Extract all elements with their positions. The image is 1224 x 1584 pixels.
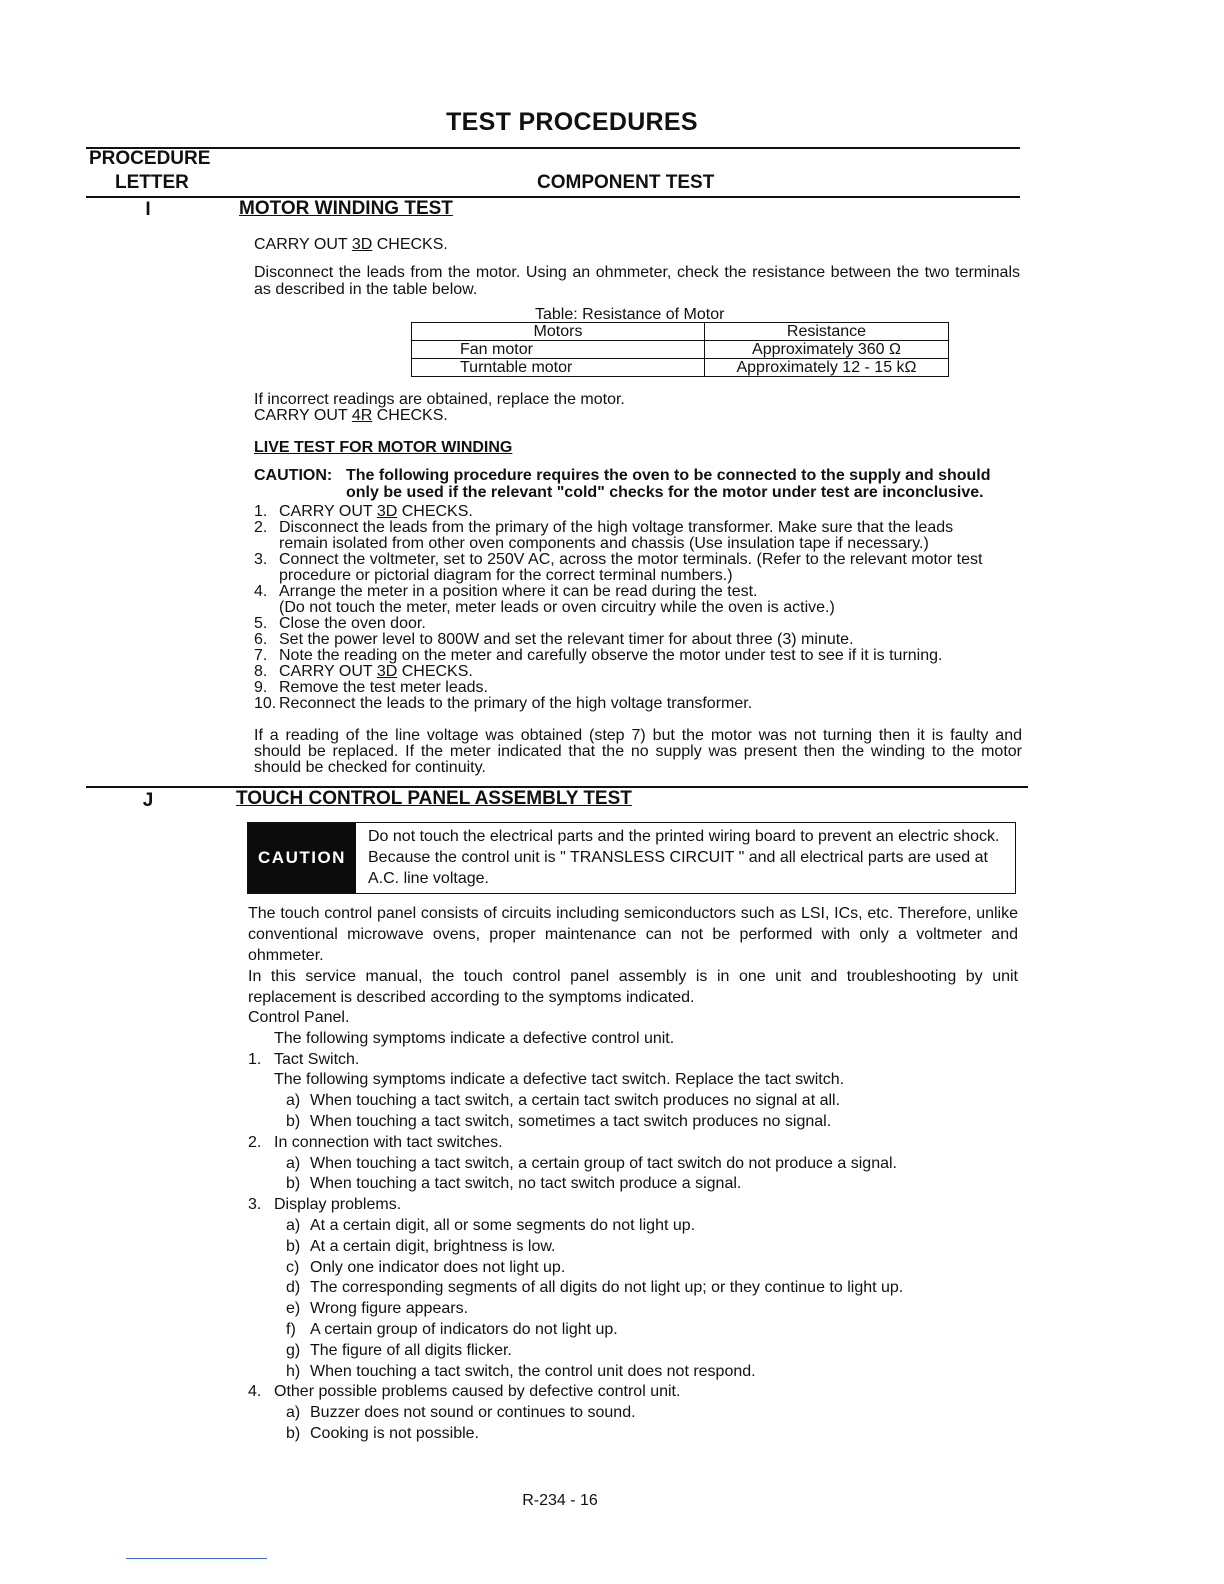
check-code: 3D — [376, 663, 398, 680]
section-letter-i: I — [145, 199, 151, 220]
table-header-cell: Resistance — [705, 323, 949, 341]
list-item: a) When touching a tact switch, a certain group of tact switch do not produce a signal. — [286, 1154, 897, 1172]
section-letter-j: J — [142, 790, 154, 811]
control-panel-label: Control Panel. — [248, 1009, 350, 1026]
caution-box — [247, 822, 1016, 894]
live-test-steps — [254, 504, 1024, 712]
list-item: 10. Reconnect the leads to the primary of the high voltage transformer. — [254, 695, 753, 712]
caution-badge: CAUTION — [248, 823, 356, 893]
table-header-cell: Motors — [412, 323, 705, 341]
header-letter: LETTER — [115, 172, 189, 193]
list-item: 2. In connection with tact switches. — [248, 1133, 503, 1151]
check-code: 3D — [376, 503, 398, 520]
list-item: g) The figure of all digits flicker. — [286, 1341, 512, 1359]
list-item: 3. Display problems. — [248, 1196, 402, 1214]
list-item-note: The following symptoms indicate a defective tact switch. Replace the tact switch. — [274, 1071, 845, 1089]
header-rule — [86, 196, 1020, 198]
control-panel-note: The following symptoms indicate a defective control unit. — [274, 1029, 675, 1047]
table-cell: Fan motor — [412, 341, 705, 359]
caution-text: Do not touch the electrical parts and the printed wiring board to prevent an electric shock. Because the control unit is " TRANSLESS CIRCUIT " and all electrical parts are used at A.C. line voltage. — [368, 828, 1000, 887]
page-edge-mark — [126, 1558, 267, 1559]
list-item: b) At a certain digit, brightness is low. — [286, 1237, 556, 1255]
list-item: e) Wrong figure appears. — [286, 1300, 469, 1318]
list-item: 2. Disconnect the leads from the primary of the high voltage transformer. Make sure that the leads remain isolated from other oven components and chassis (Use insulation tape if necessary.) — [254, 519, 954, 552]
touch-panel-paragraph-2: In this service manual, the touch control panel assembly is in one unit and troubleshooting by unit replacement is described according to the symptoms indicated. — [248, 968, 1018, 1006]
list-item: h) When touching a tact switch, the control unit does not respond. — [286, 1362, 756, 1380]
header-component-test: COMPONENT TEST — [537, 172, 715, 193]
list-item: 3. Connect the voltmeter, set to 250V AC, across the motor terminals. (Refer to the relevant motor test procedure or pictorial diagram for the correct terminal numbers.) — [254, 551, 983, 584]
table-cell: Turntable motor — [412, 359, 705, 377]
list-item: d) The corresponding segments of all digits do not light up; or they continue to light up. — [286, 1279, 904, 1297]
table-cell: Approximately 360 Ω — [705, 341, 949, 359]
section-title-touch-control: TOUCH CONTROL PANEL ASSEMBLY TEST — [236, 788, 632, 809]
list-item: 5. Close the oven door. — [254, 615, 426, 632]
table-row — [412, 359, 949, 377]
list-item: 4. Other possible problems caused by defective control unit. — [248, 1383, 681, 1401]
list-item: a) Buzzer does not sound or continues to sound. — [286, 1404, 636, 1422]
motor-intro-paragraph: Disconnect the leads from the motor. Using an ohmmeter, check the resistance between the two terminals as described in the table below. — [254, 264, 1020, 298]
list-item: b) When touching a tact switch, no tact switch produce a signal. — [286, 1175, 742, 1193]
caution-line: only be used if the relevant "cold" checks for the motor under test are inconclusive. — [346, 484, 984, 501]
carry-out-4r: CARRY OUT 4R CHECKS. — [254, 407, 448, 424]
touch-panel-paragraph-1: The touch control panel consists of circuits including semiconductors such as LSI, ICs, etc. Therefore, unlike conventional microwave ovens, proper maintenance can not be performed with only a voltmeter and ohmmeter. — [248, 905, 1018, 964]
caution-line: The following procedure requires the oven to be connected to the supply and should — [346, 467, 991, 484]
header-procedure: PROCEDURE — [89, 148, 211, 169]
symptom-list — [248, 1008, 1028, 1445]
list-item: 1. CARRY OUT 3D CHECKS. — [254, 503, 473, 520]
table-row — [412, 341, 949, 359]
incorrect-readings-text: If incorrect readings are obtained, replace the motor. — [254, 391, 625, 408]
title-rule — [86, 147, 1020, 149]
list-item: 9. Remove the test meter leads. — [254, 679, 488, 696]
page-number: R-234 - 16 — [522, 1492, 598, 1509]
list-item: 8. CARRY OUT 3D CHECKS. — [254, 663, 473, 680]
list-item: b) When touching a tact switch, sometimes a tact switch produces no signal. — [286, 1112, 832, 1130]
carry-out-3d: CARRY OUT 3D CHECKS. — [254, 236, 448, 253]
table-cell: Approximately 12 - 15 kΩ — [705, 359, 949, 377]
list-item: c) Only one indicator does not light up. — [286, 1258, 566, 1276]
list-item: f) A certain group of indicators do not light up. — [286, 1320, 618, 1338]
live-test-heading: LIVE TEST FOR MOTOR WINDING — [254, 439, 513, 456]
list-item: a) When touching a tact switch, a certain tact switch produces no signal at all. — [286, 1092, 841, 1110]
table-caption: Table: Resistance of Motor — [535, 306, 725, 323]
page-title: TEST PROCEDURES — [446, 108, 698, 136]
caution-note — [346, 467, 1020, 501]
list-item: 7. Note the reading on the meter and carefully observe the motor under test to see if it is turning. — [254, 647, 943, 664]
list-item: 4. Arrange the meter in a position where it can be read during the test. (Do not touch the meter, meter leads or oven circuitry while the oven is active.) — [254, 583, 835, 616]
resistance-table — [411, 322, 949, 377]
list-item: b) Cooking is not possible. — [286, 1424, 479, 1442]
caution-label: CAUTION: — [254, 467, 333, 484]
list-item: 1. Tact Switch. — [248, 1050, 360, 1068]
check-code: 4R — [351, 407, 373, 424]
list-item: 6. Set the power level to 800W and set the relevant timer for about three (3) minute. — [254, 631, 854, 648]
check-code: 3D — [351, 236, 373, 253]
conclusion-paragraph: If a reading of the line voltage was obtained (step 7) but the motor was not turning then it is faulty and should be replaced. If the meter indicated that the no supply was present then the winding to the motor should be checked for continuity. — [254, 727, 1022, 776]
table-header-row — [412, 323, 949, 341]
section-title-motor-winding: MOTOR WINDING TEST — [239, 198, 453, 219]
list-item: a) At a certain digit, all or some segments do not light up. — [286, 1216, 696, 1234]
